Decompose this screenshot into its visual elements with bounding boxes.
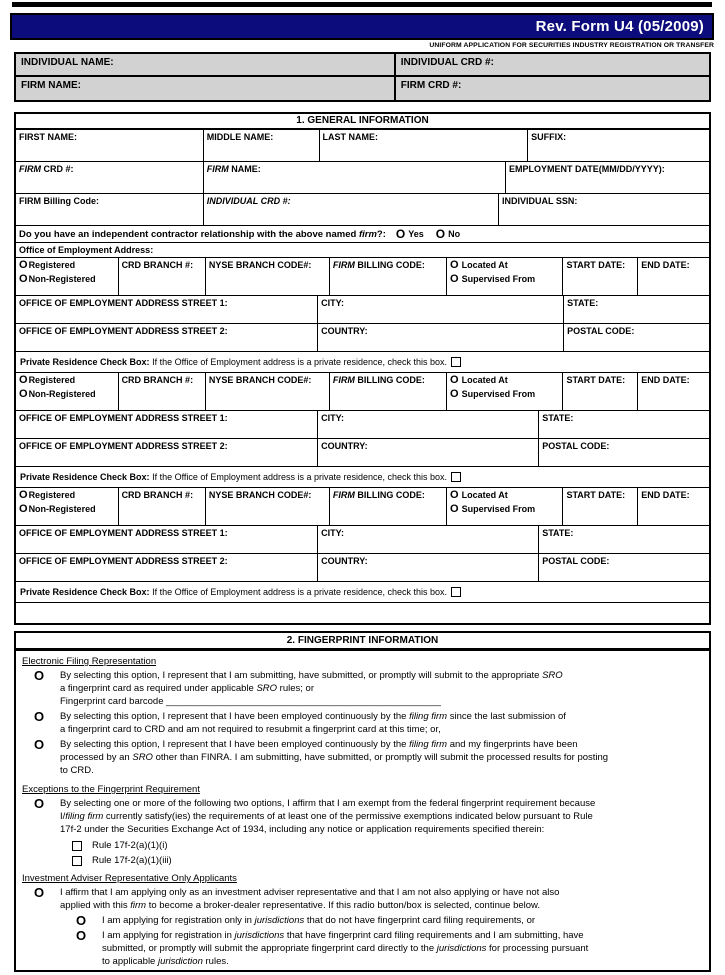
addr2-supervised-from-radio[interactable]	[450, 389, 559, 399]
radio-icon: O	[75, 928, 87, 943]
last-name-label: LAST NAME:	[322, 132, 379, 142]
fingerprint-information-section	[14, 631, 711, 972]
address-block-3	[16, 488, 709, 603]
identification-table	[14, 52, 711, 102]
addr2-located-at-radio[interactable]	[450, 375, 559, 385]
office-address-label: Office of Employment Address:	[19, 245, 154, 255]
addr3-state-field[interactable]	[539, 526, 709, 553]
private-residence-row	[16, 467, 709, 488]
located-at-label: Located At	[461, 260, 508, 270]
addr3-end-date-field[interactable]	[638, 488, 709, 525]
country-label: COUNTRY:	[321, 556, 368, 566]
addr1-location-type-cell	[447, 258, 563, 295]
street1-row	[16, 526, 709, 554]
option2-line2: a fingerprint card to CRD and am not required to resubmit a fingerprint card at this time; or,	[60, 724, 441, 735]
addr1-end-date-field[interactable]	[638, 258, 709, 295]
address-block-2	[16, 373, 709, 488]
radio-icon: O	[19, 259, 28, 271]
suffix-label: SUFFIX:	[531, 132, 567, 142]
ia-sub2-line1: I am applying for registration in jurisdictions that have fingerprint card filing requirements and I am submitting, have	[102, 930, 584, 941]
option3-text	[60, 738, 704, 777]
ia-sub-option-1	[60, 914, 704, 927]
addr1-located-at-radio[interactable]	[450, 260, 559, 270]
rule-17f-2a1iii-label: Rule 17f-2(a)(1)(iii)	[92, 855, 172, 866]
exemption-option	[18, 797, 704, 836]
radio-icon: O	[450, 259, 459, 271]
private-residence-row	[16, 582, 709, 603]
yes-label: Yes	[408, 229, 424, 239]
street1-label: OFFICE OF EMPLOYMENT ADDRESS STREET 1:	[19, 413, 228, 423]
state-label: STATE:	[542, 413, 574, 423]
form-title: Rev. Form U4 (05/2009)	[535, 18, 704, 35]
registered-label: Registered	[28, 260, 76, 270]
firm-crd-label: FIRM CRD #:	[19, 164, 74, 174]
investment-adviser-heading: Investment Adviser Representative Only Applicants	[22, 873, 237, 884]
addr1-state-field[interactable]	[564, 296, 709, 323]
street1-row	[16, 296, 709, 324]
addr3-crd-branch-field[interactable]	[119, 488, 206, 525]
private-residence-text: Private Residence Check Box: If the Office of Employment address is a private residence, check this box.	[20, 472, 448, 482]
private-residence-text: Private Residence Check Box: If the Office of Employment address is a private residence, check this box.	[20, 357, 448, 367]
ia-sub1-radio[interactable]	[60, 914, 102, 927]
ia-line2: applied with this firm to become a broker-dealer representative. If this radio button/box is selected, continue below.	[60, 900, 541, 911]
ia-sub2-text	[102, 929, 704, 968]
radio-icon: O	[450, 374, 459, 386]
crd-branch-label: CRD BRANCH #:	[121, 375, 194, 385]
billing-row	[16, 194, 709, 226]
addr3-postal-field[interactable]	[539, 554, 709, 581]
nyse-branch-label: NYSE BRANCH CODE#:	[208, 260, 312, 270]
table-row	[16, 77, 709, 100]
non-registered-label: Non-Registered	[28, 274, 96, 284]
empty-row	[16, 603, 709, 623]
individual-crd-label: INDIVIDUAL CRD #:	[400, 57, 494, 68]
form-subtitle: UNIFORM APPLICATION FOR SECURITIES INDUSTRY REGISTRATION OR TRANSFER	[429, 42, 714, 49]
addr2-firm-billing-field[interactable]	[330, 373, 447, 410]
addr3-supervised-from-radio[interactable]	[450, 504, 559, 514]
name-row	[16, 130, 709, 162]
radio-icon: O	[435, 227, 446, 241]
addr2-private-residence-checkbox[interactable]	[451, 472, 461, 482]
exemption-line3: 17f-2 under the Securities Exchange Act of 1934, including any notice or application requirements specified therein:	[60, 824, 545, 835]
employment-date-field[interactable]	[506, 162, 709, 193]
rule-17f-2a1i-option	[72, 840, 704, 851]
radio-icon: O	[33, 737, 45, 752]
firm-billing-label: FIRM BILLING CODE:	[332, 490, 425, 500]
postal-label: POSTAL CODE:	[542, 441, 610, 451]
addr3-firm-billing-field[interactable]	[330, 488, 447, 525]
fingerprint-option-3	[18, 738, 704, 777]
supervised-from-label: Supervised From	[461, 274, 536, 284]
last-name-field[interactable]	[320, 130, 529, 161]
addr3-start-date-field[interactable]	[563, 488, 638, 525]
street2-label: OFFICE OF EMPLOYMENT ADDRESS STREET 2:	[19, 326, 228, 336]
first-name-field[interactable]	[16, 130, 204, 161]
firm-name-field[interactable]	[16, 77, 396, 100]
end-date-label: END DATE:	[641, 260, 690, 270]
firm-billing-code-field[interactable]	[16, 194, 204, 225]
addr2-registered-radio[interactable]	[19, 375, 115, 385]
located-at-label: Located At	[461, 375, 508, 385]
addr3-location-type-cell	[447, 488, 563, 525]
addr1-private-residence-checkbox[interactable]	[451, 357, 461, 367]
addr1-city-field[interactable]	[318, 296, 564, 323]
addr3-country-field[interactable]	[318, 554, 539, 581]
addr2-postal-field[interactable]	[539, 439, 709, 466]
addr3-registered-radio[interactable]	[19, 490, 115, 500]
addr3-street1-field[interactable]	[16, 526, 318, 553]
firm-name-field[interactable]	[204, 162, 506, 193]
radio-icon: O	[450, 489, 459, 501]
addr1-registration-cell	[16, 258, 119, 295]
addr2-city-field[interactable]	[318, 411, 539, 438]
ia-text	[60, 886, 704, 912]
radio-icon: O	[450, 273, 459, 285]
firm-crd-label: FIRM CRD #:	[400, 80, 462, 91]
addr1-nyse-branch-field[interactable]	[206, 258, 330, 295]
top-rule	[12, 2, 712, 7]
section2-title: 2. FINGERPRINT INFORMATION	[16, 633, 709, 651]
nyse-branch-label: NYSE BRANCH CODE#:	[208, 375, 312, 385]
end-date-label: END DATE:	[641, 375, 690, 385]
individual-ssn-field[interactable]	[499, 194, 709, 225]
ia-sub1-text	[102, 914, 704, 927]
registered-label: Registered	[28, 490, 76, 500]
employment-date-label: EMPLOYMENT DATE(MM/DD/YYYY):	[508, 164, 665, 174]
addr1-street1-field[interactable]	[16, 296, 318, 323]
contractor-no-radio[interactable]	[436, 229, 460, 239]
postal-label: POSTAL CODE:	[542, 556, 610, 566]
start-date-label: START DATE:	[566, 375, 626, 385]
option1-text	[60, 669, 704, 708]
option3-line1: By selecting this option, I represent that I have been employed continuously by the filing firm and my fingerprints have been	[60, 739, 578, 750]
supervised-from-label: Supervised From	[461, 504, 536, 514]
exemption-line2: I/filing firm currently satisfy(ies) the requirements of at least one of the permissive exemptions indicated below pursuant to Rule	[60, 811, 593, 822]
individual-name-field[interactable]	[16, 54, 396, 75]
ia-sub-option-2	[60, 929, 704, 968]
end-date-label: END DATE:	[641, 490, 690, 500]
rule-17f-2a1iii-checkbox[interactable]	[72, 856, 82, 866]
addr1-start-date-field[interactable]	[563, 258, 638, 295]
firm-billing-code-label: FIRM Billing Code:	[19, 196, 99, 206]
radio-icon: O	[19, 273, 28, 285]
addr3-located-at-radio[interactable]	[450, 490, 559, 500]
private-residence-text: Private Residence Check Box: If the Office of Employment address is a private residence, check this box.	[20, 587, 448, 597]
addr1-postal-field[interactable]	[564, 324, 709, 351]
crd-branch-label: CRD BRANCH #:	[121, 490, 194, 500]
option3-line3: to CRD.	[60, 765, 94, 776]
individual-crd-field[interactable]	[204, 194, 499, 225]
addr2-country-field[interactable]	[318, 439, 539, 466]
city-label: CITY:	[321, 298, 344, 308]
general-information-section	[14, 112, 711, 625]
no-label: No	[448, 229, 461, 239]
contractor-question: Do you have an independent contractor relationship with the above named firm?:	[19, 228, 386, 240]
branch-row	[16, 488, 709, 526]
ia-radio[interactable]	[18, 886, 60, 912]
radio-icon: O	[19, 489, 28, 501]
ia-representative-option	[18, 886, 704, 912]
state-label: STATE:	[567, 298, 599, 308]
option1-line2: a fingerprint card as required under applicable SRO rules; or	[60, 683, 315, 694]
state-label: STATE:	[542, 528, 574, 538]
addr3-city-field[interactable]	[318, 526, 539, 553]
firm-billing-label: FIRM BILLING CODE:	[332, 260, 425, 270]
located-at-label: Located At	[461, 490, 508, 500]
radio-icon: O	[395, 227, 406, 241]
radio-icon: O	[75, 913, 87, 928]
address-block-1	[16, 258, 709, 373]
addr1-crd-branch-field[interactable]	[119, 258, 206, 295]
addr1-country-field[interactable]	[318, 324, 564, 351]
fingerprint-option-2	[18, 710, 704, 736]
fingerprint-option-1	[18, 669, 704, 708]
radio-icon: O	[19, 374, 28, 386]
ia-line1: I affirm that I am applying only as an investment adviser representative and that I am not also applying or have not also	[60, 887, 560, 898]
radio-icon: O	[450, 503, 459, 515]
individual-crd-label: INDIVIDUAL CRD #:	[206, 196, 291, 206]
option1-line1: By selecting this option, I represent that I am submitting, have submitted, or promptly will submit to the appropriate SRO	[60, 670, 563, 681]
ia-sub1-line1: I am applying for registration only in jurisdictions that do not have fingerprint card filing requirements, or	[102, 915, 536, 926]
form-title-bar	[10, 13, 714, 40]
addr3-street2-field[interactable]	[16, 554, 318, 581]
addr2-start-date-field[interactable]	[563, 373, 638, 410]
radio-icon: O	[33, 796, 45, 811]
addr3-nyse-branch-field[interactable]	[206, 488, 330, 525]
option2-line1: By selecting this option, I represent that I have been employed continuously by the filing firm since the last submission of	[60, 711, 566, 722]
middle-name-label: MIDDLE NAME:	[206, 132, 274, 142]
exceptions-heading: Exceptions to the Fingerprint Requirement	[22, 784, 200, 795]
radio-icon: O	[19, 503, 28, 515]
firm-billing-label: FIRM BILLING CODE:	[332, 375, 425, 385]
addr3-non-registered-radio[interactable]	[19, 504, 115, 514]
street1-label: OFFICE OF EMPLOYMENT ADDRESS STREET 1:	[19, 528, 228, 538]
street2-row	[16, 554, 709, 582]
addr1-firm-billing-field[interactable]	[330, 258, 447, 295]
nyse-branch-label: NYSE BRANCH CODE#:	[208, 490, 312, 500]
firm-row	[16, 162, 709, 194]
firm-crd-field[interactable]	[396, 77, 709, 100]
city-label: CITY:	[321, 528, 344, 538]
addr1-street2-field[interactable]	[16, 324, 318, 351]
option2-text	[60, 710, 704, 736]
non-registered-label: Non-Registered	[28, 389, 96, 399]
street1-row	[16, 411, 709, 439]
country-label: COUNTRY:	[321, 326, 368, 336]
addr2-nyse-branch-field[interactable]	[206, 373, 330, 410]
addr2-street2-field[interactable]	[16, 439, 318, 466]
addr2-state-field[interactable]	[539, 411, 709, 438]
firm-name-label: FIRM NAME:	[206, 164, 261, 174]
street2-label: OFFICE OF EMPLOYMENT ADDRESS STREET 2:	[19, 441, 228, 451]
non-registered-label: Non-Registered	[28, 504, 96, 514]
option3-line2: processed by an SRO other than FINRA. I am submitting, have submitted, or promptly will submit the processed results for posting	[60, 752, 609, 763]
radio-icon: O	[33, 668, 45, 683]
country-label: COUNTRY:	[321, 441, 368, 451]
registered-label: Registered	[28, 375, 76, 385]
private-residence-row	[16, 352, 709, 373]
addr2-street1-field[interactable]	[16, 411, 318, 438]
supervised-from-label: Supervised From	[461, 389, 536, 399]
rule-17f-2a1i-checkbox[interactable]	[72, 841, 82, 851]
ia-sub2-line3: to applicable jurisdiction rules.	[102, 956, 229, 967]
contractor-yes-radio[interactable]	[396, 229, 424, 239]
suffix-field[interactable]	[528, 130, 709, 161]
street2-label: OFFICE OF EMPLOYMENT ADDRESS STREET 2:	[19, 556, 228, 566]
start-date-label: START DATE:	[566, 490, 626, 500]
branch-row	[16, 258, 709, 296]
fingerprint-barcode-field[interactable]: Fingerprint card barcode ____________________________________________________	[60, 696, 441, 707]
addr2-end-date-field[interactable]	[638, 373, 709, 410]
rule-17f-2a1i-label: Rule 17f-2(a)(1)(i)	[92, 840, 168, 851]
addr1-non-registered-radio[interactable]	[19, 274, 115, 284]
individual-name-label: INDIVIDUAL NAME:	[21, 57, 114, 68]
individual-crd-field[interactable]	[396, 54, 709, 75]
option1-radio[interactable]	[18, 669, 60, 708]
branch-row	[16, 373, 709, 411]
addr1-supervised-from-radio[interactable]	[450, 274, 559, 284]
radio-icon: O	[450, 388, 459, 400]
ia-sub2-radio[interactable]	[60, 929, 102, 968]
office-address-label-cell	[16, 243, 709, 257]
section2-body	[16, 651, 709, 968]
radio-icon: O	[33, 885, 45, 900]
option2-radio[interactable]	[18, 710, 60, 736]
addr3-registration-cell	[16, 488, 119, 525]
option3-radio[interactable]	[18, 738, 60, 777]
addr2-location-type-cell	[447, 373, 563, 410]
addr2-non-registered-radio[interactable]	[19, 389, 115, 399]
radio-icon: O	[19, 388, 28, 400]
section1-title: 1. GENERAL INFORMATION	[16, 114, 709, 130]
start-date-label: START DATE:	[566, 260, 626, 270]
crd-branch-label: CRD BRANCH #:	[121, 260, 194, 270]
exemption-text	[60, 797, 704, 836]
individual-ssn-label: INDIVIDUAL SSN:	[502, 196, 578, 206]
table-row	[16, 54, 709, 77]
city-label: CITY:	[321, 413, 344, 423]
postal-label: POSTAL CODE:	[567, 326, 635, 336]
first-name-label: FIRST NAME:	[19, 132, 77, 142]
addr2-registration-cell	[16, 373, 119, 410]
firm-name-label: FIRM NAME:	[21, 80, 81, 91]
radio-icon: O	[33, 709, 45, 724]
contractor-question-row	[16, 226, 709, 243]
middle-name-field[interactable]	[204, 130, 320, 161]
exemption-radio[interactable]	[18, 797, 60, 836]
office-address-header-row	[16, 243, 709, 258]
electronic-filing-heading: Electronic Filing Representation	[22, 656, 157, 667]
exemption-line1: By selecting one or more of the following two options, I affirm that I am exempt from the federal fingerprint requirement because	[60, 798, 596, 809]
addr3-private-residence-checkbox[interactable]	[451, 587, 461, 597]
street2-row	[16, 439, 709, 467]
firm-crd-field[interactable]	[16, 162, 204, 193]
street2-row	[16, 324, 709, 352]
addr2-crd-branch-field[interactable]	[119, 373, 206, 410]
rule-17f-2a1iii-option	[72, 855, 704, 866]
ia-sub2-line2: submitted, or promptly will submit the appropriate fingerprint card directly to the jurisdictions for processing pursuant	[102, 943, 589, 954]
street1-label: OFFICE OF EMPLOYMENT ADDRESS STREET 1:	[19, 298, 228, 308]
addr1-registered-radio[interactable]	[19, 260, 115, 270]
